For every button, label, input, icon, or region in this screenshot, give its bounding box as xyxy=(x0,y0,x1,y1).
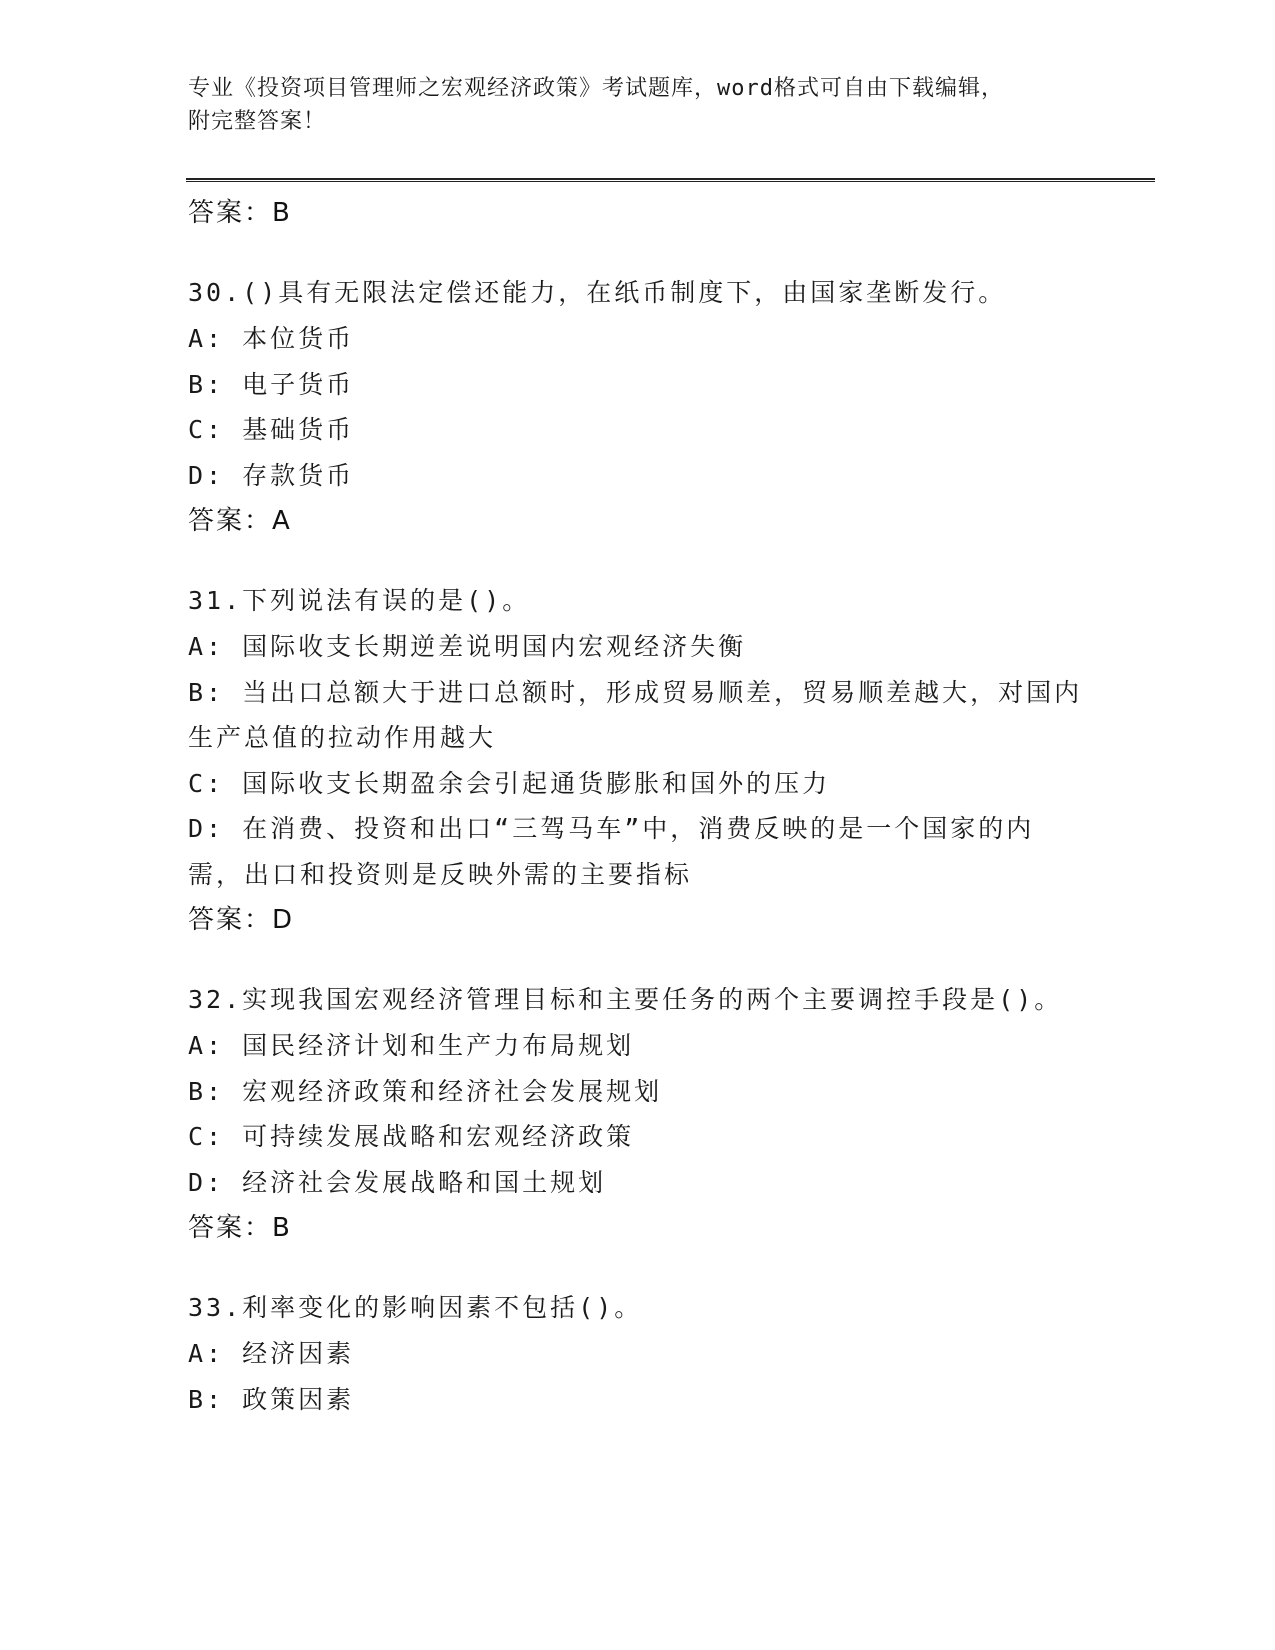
option-c xyxy=(188,1114,1088,1160)
option-text: 可持续发展战略和宏观经济政策 xyxy=(242,1122,635,1151)
option-b xyxy=(188,362,1088,408)
option-key: A: xyxy=(188,1339,225,1368)
option-text: 电子货币 xyxy=(242,369,355,399)
option-key: B: xyxy=(188,677,225,707)
option-key: D: xyxy=(188,814,225,843)
question-32 xyxy=(188,977,1088,1251)
option-a xyxy=(188,316,1088,362)
option-key: B: xyxy=(188,1076,225,1106)
answer-line: 答案：B xyxy=(188,198,292,228)
option-text: 存款货币 xyxy=(242,460,355,490)
option-key: C: xyxy=(188,1122,225,1151)
question-33 xyxy=(188,1285,1088,1422)
option-text: 宏观经济政策和经济社会发展规划 xyxy=(242,1076,663,1106)
option-key: A: xyxy=(188,324,225,353)
question-31 xyxy=(188,578,1088,943)
option-key: A: xyxy=(188,1031,225,1060)
question-stem: 33.利率变化的影响因素不包括()。 xyxy=(188,1293,643,1322)
header-line-1: 专业《投资项目管理师之宏观经济政策》考试题库，word格式可自由下载编辑， xyxy=(188,76,1004,101)
answer-line: 答案：D xyxy=(188,905,295,935)
question-stem: 30.()具有无限法定偿还能力，在纸币制度下，由国家垄断发行。 xyxy=(188,278,1007,307)
option-text: 国际收支长期盈余会引起通货膨胀和国外的压力 xyxy=(242,768,831,798)
option-text: 本位货币 xyxy=(242,324,355,353)
option-text: 在消费、投资和出口“三驾马车”中，消费反映的是一个国家的内需，出口和投资则是反映外需的主要指标 xyxy=(188,814,1035,889)
option-text: 基础货币 xyxy=(242,415,355,444)
option-d xyxy=(188,1160,1088,1206)
option-d xyxy=(188,806,1088,897)
option-b xyxy=(188,1069,1088,1115)
question-stem: 31.下列说法有误的是()。 xyxy=(188,586,531,615)
question-30 xyxy=(188,270,1088,544)
option-c xyxy=(188,761,1088,807)
option-a xyxy=(188,1023,1088,1069)
option-b xyxy=(188,1377,1088,1423)
option-a xyxy=(188,624,1088,670)
option-key: A: xyxy=(188,632,225,661)
option-key: B: xyxy=(188,369,225,399)
option-b xyxy=(188,670,1088,761)
option-key: D: xyxy=(188,460,225,490)
option-key: D: xyxy=(188,1167,225,1197)
option-key: C: xyxy=(188,415,225,444)
header-line-2: 附完整答案！ xyxy=(188,109,327,134)
option-text: 国际收支长期逆差说明国内宏观经济失衡 xyxy=(242,632,747,661)
option-text: 政策因素 xyxy=(242,1384,355,1414)
header-divider xyxy=(186,178,1155,182)
option-text: 经济因素 xyxy=(242,1339,355,1368)
option-c xyxy=(188,407,1088,453)
option-text: 当出口总额大于进口总额时，形成贸易顺差，贸易顺差越大，对国内生产总值的拉动作用越大 xyxy=(188,677,1083,752)
option-d xyxy=(188,453,1088,499)
question-list xyxy=(188,190,1088,1422)
option-key: C: xyxy=(188,768,225,798)
option-text: 经济社会发展战略和国土规划 xyxy=(242,1167,607,1197)
option-text: 国民经济计划和生产力布局规划 xyxy=(242,1031,635,1060)
answer-line: 答案：B xyxy=(188,1213,292,1243)
option-key: B: xyxy=(188,1384,225,1414)
question-stem: 32.实现我国宏观经济管理目标和主要任务的两个主要调控手段是()。 xyxy=(188,985,1063,1014)
page-header xyxy=(188,72,1088,138)
option-a xyxy=(188,1331,1088,1377)
answer-line: 答案：A xyxy=(188,506,292,536)
